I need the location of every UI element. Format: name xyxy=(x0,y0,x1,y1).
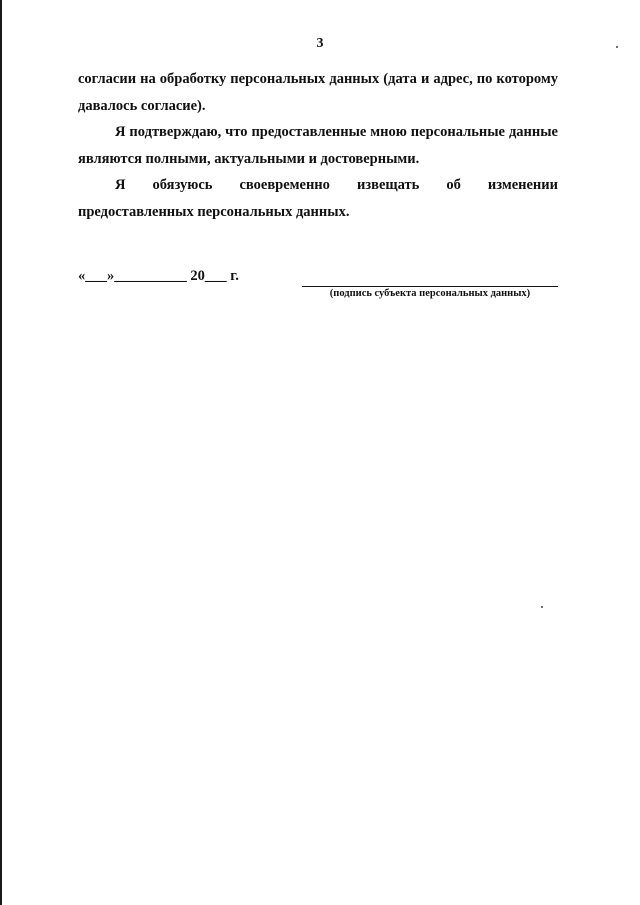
page-number: 3 xyxy=(316,36,324,51)
scan-edge xyxy=(0,0,2,905)
scan-speck xyxy=(541,606,543,608)
signature-caption: (подпись субъекта персональных данных) xyxy=(329,288,531,299)
paragraph-data-confirmation: Я подтверждаю, что предоставленные мною персональные данные являются полными, актуальными и достоверными. xyxy=(78,124,558,167)
signature-line xyxy=(302,286,558,287)
paragraph-change-notification: Я обязуюсь своевременно извещать об изменении предоставленных персональных данных. xyxy=(78,177,558,220)
date-field: «___»__________ 20___ г. xyxy=(78,268,239,284)
scan-speck xyxy=(616,46,618,48)
paragraph-consent-continuation: согласии на обработку персональных данных (дата и адрес, по которому давалось согласие). xyxy=(78,71,558,114)
document-body xyxy=(78,66,558,225)
